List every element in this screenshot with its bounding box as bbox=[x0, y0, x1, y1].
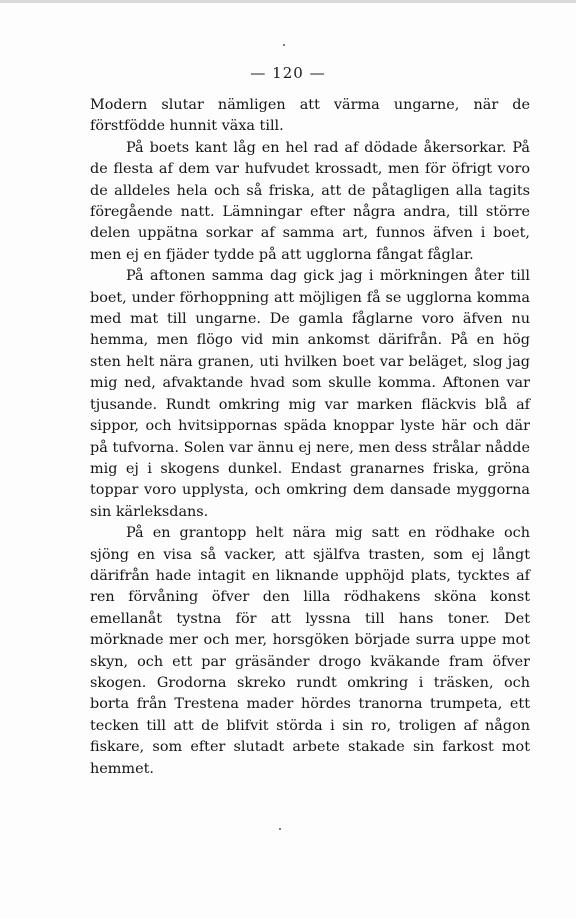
body-text bbox=[90, 95, 530, 780]
page-top-edge bbox=[0, 0, 576, 3]
paragraph: Modern slutar nämligen att värma ungarne, när de förstfödde hunnit växa till. bbox=[90, 97, 530, 135]
paragraph: På aftonen samma dag gick jag i mörkningen åter till boet, under förhoppning att möjligen få se ugglorna komma med mat till ungarne. De gamla fåglarne voro äfven nu hemma, men flögo vid min ankomst därifrån. På en hög sten helt nära granen, uti hvilken boet var beläget, slog jag mig ned, afvaktande hvad som skulle komma. Aftonen var tjusande. Rundt omkring mig var marken fläckvis blå af sippor, och hvitsippornas späda knoppar lyste här och där på tufvorna. Solen var ännu ej nere, men dess strålar nådde mig ej i skogens dunkel. Endast granarnes friska, gröna toppar voro upplysta, och omkring dem dansade myggorna sin kärleksdans. bbox=[90, 268, 530, 520]
print-speck bbox=[279, 828, 281, 830]
paragraph: På en grantopp helt nära mig satt en rödhake och sjöng en visa så vacker, att själfva trasten, som ej långt därifrån hade intagit en liknande upphöjd plats, tycktes af ren förvåning öfver den lilla rödhakens sköna konst emellanåt tystna för att lyssna till hans toner. Det mörknade mer och mer, horsgöken började surra uppe mot skyn, och ett par gräsänder drogo kväkande fram öfver skogen. Grodorna skreko rundt omkring i träsken, och borta från Trestena mader hördes tranorna trumpeta, ett tecken till att de blifvit störda i sin ro, troligen af någon fiskare, som efter slutadt arbete stakade sin farkost mot hemmet. bbox=[90, 525, 530, 777]
paragraph: På boets kant låg en hel rad af dödade åkersorkar. På de flesta af dem var hufvudet krossadt, men för öfrigt voro de alldeles hela och så friska, att de påtagligen alla tagits föregående natt. Lämningar efter några andra, till större delen uppätna sorkar af samma art, funnos äfven i boet, men ej en fjäder tydde på att ugglorna fångat fåglar. bbox=[90, 139, 530, 263]
print-speck bbox=[283, 44, 285, 46]
page-number: — 120 — bbox=[250, 64, 326, 82]
